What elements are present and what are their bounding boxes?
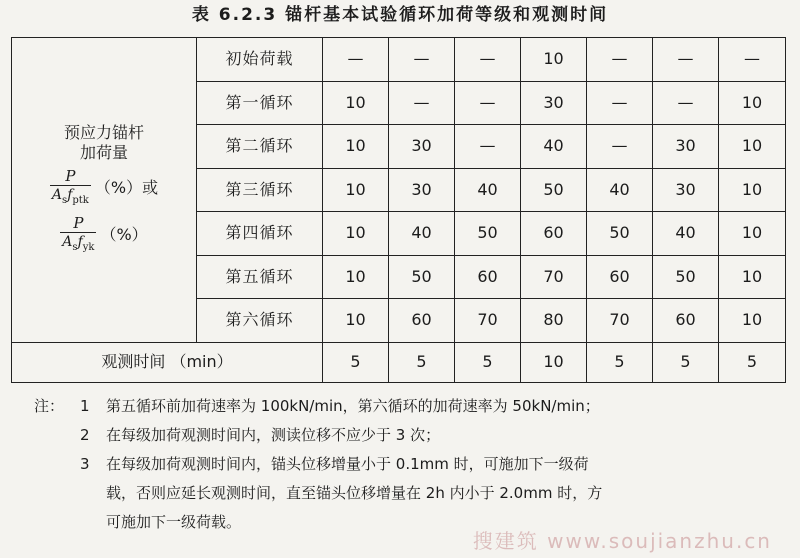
formula-ptk-suffix: （%）或 xyxy=(94,178,159,198)
cell-value: — xyxy=(455,38,521,82)
cell-value: — xyxy=(653,81,719,125)
cell-value: 5 xyxy=(719,342,786,383)
row-label: 初始荷载 xyxy=(197,38,323,82)
cell-value: 70 xyxy=(455,299,521,343)
note-2 xyxy=(34,421,794,450)
cell-value: 10 xyxy=(719,299,786,343)
cell-value: — xyxy=(455,125,521,169)
cell-value: 40 xyxy=(521,125,587,169)
cell-value: 10 xyxy=(323,299,389,343)
cell-value: 70 xyxy=(587,299,653,343)
formula-yk-denominator: $A_sf_{yk}$ xyxy=(62,233,95,253)
cell-value: 40 xyxy=(389,212,455,256)
row-label: 第六循环 xyxy=(197,299,323,343)
cell-value: 10 xyxy=(521,38,587,82)
cell-value: 50 xyxy=(587,212,653,256)
formula-yk xyxy=(12,214,196,257)
observe-time-label: 观测时间 （min） xyxy=(12,342,323,383)
cell-value: — xyxy=(323,38,389,82)
row-label: 第一循环 xyxy=(197,81,323,125)
cell-value: 50 xyxy=(653,255,719,299)
observe-time-row xyxy=(12,342,786,383)
cell-value: 40 xyxy=(653,212,719,256)
cell-value: 10 xyxy=(719,212,786,256)
cell-value: 60 xyxy=(389,299,455,343)
cell-value: — xyxy=(389,38,455,82)
cell-value: 80 xyxy=(521,299,587,343)
row-label: 第二循环 xyxy=(197,125,323,169)
cell-value: 50 xyxy=(389,255,455,299)
cell-value: 10 xyxy=(719,81,786,125)
formula-ptk-denominator: $A_sf_{ptk}$ xyxy=(51,186,89,206)
note-text: 第五循环前加荷速率为 100kN/min，第六循环的加荷速率为 50kN/min； xyxy=(106,397,600,415)
cell-value: 40 xyxy=(455,168,521,212)
formula-yk-suffix: （%） xyxy=(100,225,148,245)
note-3-cont xyxy=(34,479,794,508)
watermark: 搜建筑 www.soujianzhu.cn xyxy=(472,529,772,553)
cell-value: 10 xyxy=(521,342,587,383)
cell-value: — xyxy=(389,81,455,125)
cell-value: 30 xyxy=(653,125,719,169)
cell-value: 5 xyxy=(587,342,653,383)
formula-ptk-numerator: P xyxy=(50,167,91,186)
cell-value: — xyxy=(587,81,653,125)
cell-value: 5 xyxy=(323,342,389,383)
prestress-label-cell xyxy=(12,38,197,343)
cell-value: 50 xyxy=(521,168,587,212)
cell-value: 10 xyxy=(719,255,786,299)
prestress-label-line2: 加荷量 xyxy=(79,142,128,162)
cell-value: 10 xyxy=(323,212,389,256)
formula-yk-numerator: P xyxy=(60,214,96,233)
cell-value: 30 xyxy=(389,168,455,212)
note-number: 1 xyxy=(80,397,90,415)
cell-value: 10 xyxy=(719,168,786,212)
cell-value: 10 xyxy=(323,81,389,125)
note-3 xyxy=(34,450,794,479)
note-1 xyxy=(34,392,794,421)
cell-value: — xyxy=(455,81,521,125)
note-number: 3 xyxy=(80,455,90,473)
note-text: 可施加下一级荷载。 xyxy=(106,513,242,531)
row-label: 第五循环 xyxy=(197,255,323,299)
row-label: 第四循环 xyxy=(197,212,323,256)
table-row xyxy=(12,38,786,82)
prestress-label-line1: 预应力锚杆 xyxy=(63,122,144,142)
cell-value: 60 xyxy=(521,212,587,256)
cell-value: 5 xyxy=(653,342,719,383)
note-text: 载，否则应延长观测时间，直至锚头位移增量在 2h 内小于 2.0mm 时，方 xyxy=(106,484,603,502)
cell-value: — xyxy=(719,38,786,82)
cell-value: 70 xyxy=(521,255,587,299)
cell-value: 10 xyxy=(323,168,389,212)
cell-value: 50 xyxy=(455,212,521,256)
cell-value: 60 xyxy=(587,255,653,299)
cell-value: 5 xyxy=(455,342,521,383)
notes xyxy=(34,392,794,537)
cell-value: 60 xyxy=(455,255,521,299)
cell-value: 60 xyxy=(653,299,719,343)
note-text: 在每级加荷观测时间内，锚头位移增量小于 0.1mm 时，可施加下一级荷 xyxy=(106,455,589,473)
note-number: 2 xyxy=(80,426,90,444)
cell-value: 10 xyxy=(323,125,389,169)
cell-value: — xyxy=(587,125,653,169)
notes-prefix: 注： xyxy=(34,397,65,415)
cell-value: 10 xyxy=(719,125,786,169)
row-label: 第三循环 xyxy=(197,168,323,212)
cell-value: — xyxy=(653,38,719,82)
note-text: 在每级加荷观测时间内，测读位移不应少于 3 次； xyxy=(106,426,441,444)
cell-value: 10 xyxy=(323,255,389,299)
loading-table xyxy=(11,37,786,383)
cell-value: 40 xyxy=(587,168,653,212)
cell-value: — xyxy=(587,38,653,82)
cell-value: 30 xyxy=(653,168,719,212)
cell-value: 30 xyxy=(521,81,587,125)
formula-ptk xyxy=(12,167,196,210)
cell-value: 5 xyxy=(389,342,455,383)
cell-value: 30 xyxy=(389,125,455,169)
table-title: 表 6.2.3 锚杆基本试验循环加荷等级和观测时间 xyxy=(191,5,609,25)
